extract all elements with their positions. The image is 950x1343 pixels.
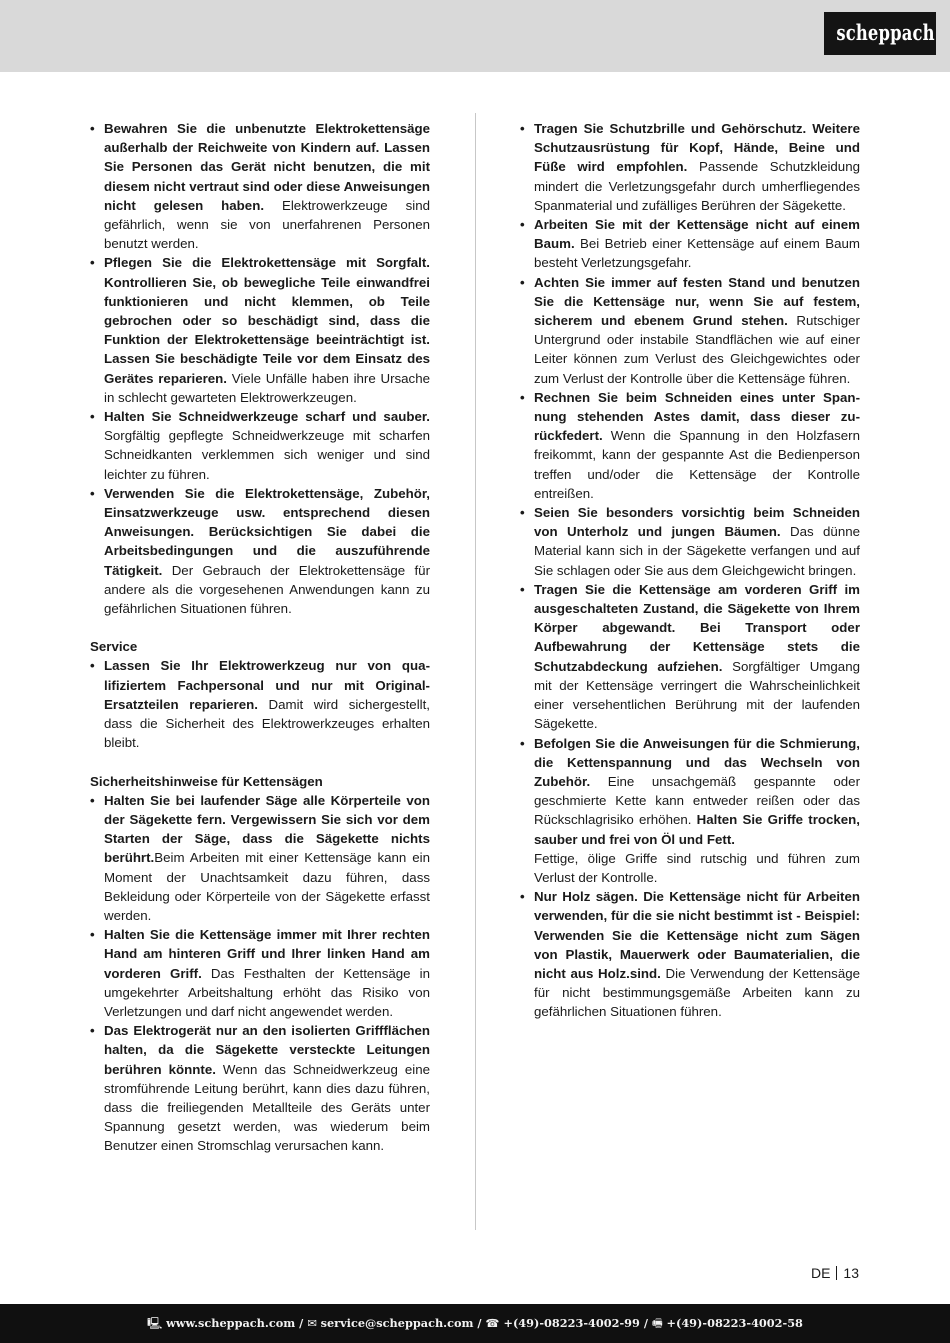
footer-bar	[0, 1304, 950, 1343]
page-number-value: 13	[843, 1265, 859, 1281]
scheppach-logo	[824, 12, 936, 55]
bullet-body-text: Bei Betrieb einer Kettensäge auf einem Baum besteht Verletzungsgefahr.	[534, 236, 860, 271]
bullet-body-text: Passende Schutzkleidung mindert die Verletzungsgefahr durch umherfliegendes Spanmaterial und zufälliges Berühren der Sägekette.	[534, 159, 860, 213]
bullet-item	[90, 925, 430, 1021]
column-divider	[475, 113, 476, 1230]
footer-fax: +(49)-08223-4002-58	[666, 1316, 803, 1330]
bullet-body-text: Damit wird sichergestellt, dass die Sicherheit des Elektrowerkzeuges erhalten bleibt.	[104, 696, 430, 751]
bullet-bold-text: Bewahren Sie die unbenutzte Elektrokettensäge außerhalb der Reichweite von Kindern auf. Lassen Sie Personen das Gerät nicht benutzen, die mit diesem nicht vertraut sind oder diese Anweisungen nicht gelesen haben.	[104, 121, 430, 213]
bullet-bold-text: Pflegen Sie die Elektrokettensäge mit Sorgfalt. Kontrollieren Sie, ob bewegliche Teile einwandfrei funktionieren und nicht klemmen, ob Teile gebrochen oder so beschädigt sind, dass die Funktion der Elektrokettensäge beeinträchtigt ist. Lassen Sie beschädigte Teile vor dem Einsatz des Gerätes reparieren.	[104, 255, 430, 386]
bullet-item	[520, 119, 860, 215]
bullet-bold-text: Befolgen Sie die Anweisungen für die Schmierung, die Kettenspannung und das Wechseln von Zubehör.	[534, 735, 860, 789]
bullet-item	[520, 503, 860, 580]
bullet-bold-text: Arbeiten Sie mit der Kettensäge nicht auf einem Baum.	[534, 217, 860, 252]
bullet-body-text: Viele Unfälle haben ihre Ursache in schlecht gewarteten Elektrowerkzeugen.	[104, 370, 430, 405]
bullet-item	[520, 388, 860, 503]
footer-email[interactable]: service@scheppach.com	[320, 1316, 474, 1330]
bullet-bold-text: Halten Sie Schneidwerkzeuge scharf und sauber.	[104, 409, 430, 425]
bullet-bold-text: Halten Sie die Kettensäge immer mit Ihrer rechten Hand am hinteren Griff und Ihrer linken Hand am vorderen Griff.	[104, 927, 430, 981]
bullet-item	[90, 119, 430, 253]
footer-contact	[0, 1316, 950, 1335]
footer-separator: /	[477, 1316, 486, 1330]
footer-website[interactable]: www.scheppach.com	[166, 1316, 296, 1330]
bullet-bold-text: Verwenden Sie die Elektrokettensäge, Zubehör, Einsatzwerkzeuge usw. entsprechend diesen Anweisungen. Berücksichtigen Sie dabei die Arbeitsbedingungen und die auszuführende Tätigkeit.	[104, 485, 430, 578]
mail-icon: ✉	[307, 1317, 317, 1330]
page-number	[811, 1265, 859, 1281]
bullet-body-text: Rutschiger Untergrund oder instabile Standflächen wie auf einer Leiter können zum Verlust des Gleichgewichtes oder zum Verlust der Kontrolle über die Kettensäge führen.	[534, 313, 860, 386]
bullet-body-text: Sorgfältig gepflegte Schneidwerkzeuge mit scharfen Schneidkanten verklemmen sich weniger und sind leichter zu führen.	[104, 428, 430, 482]
bullet-body-text: Der Gebrauch der Elektrokettensäge für andere als die vorgesehenen Anwendungen kann zu gefährlichen Situationen führen.	[104, 562, 430, 617]
logo-text: scheppach	[836, 20, 935, 45]
bullet-extra-text: Fettige, ölige Griffe sind rutschig und führen zum Verlust der Kontrolle.	[534, 850, 860, 885]
bullet-bold-text: Halten Sie Griffe trocken, sauber und frei von Öl und Fett.	[534, 812, 860, 847]
bullet-bold-text: Rechnen Sie beim Schneiden eines unter Spannung stehenden Astes damit, dass dieser zurückfedert.	[534, 389, 860, 444]
bullet-body-text: Das Festhalten der Kettensäge in umgekehrter Arbeitshaltung erhöht das Risiko von Verletzungen und darf nicht angewendet werden.	[104, 965, 430, 1019]
footer-separator: /	[643, 1316, 652, 1330]
bullet-bold-text: Nur Holz sägen. Die Kettensäge nicht für Arbeiten verwenden, für die sie nicht bestimmt ist - Beispiel: Verwenden Sie die Kettensäge nicht zum Sägen von Plastik, Mauerwerk oder Baumaterialien, die nicht aus Holz.sind.	[534, 889, 860, 981]
header-band	[0, 0, 950, 72]
footer-separator: /	[299, 1316, 308, 1330]
right-column	[520, 119, 860, 1022]
bullet-body-text: Sorgfältiger Umgang mit der Kettensäge verringert die Wahrscheinlichkeit einer versehentlichen Berührung mit der laufenden Sägekette.	[534, 658, 860, 732]
bullet-item	[90, 484, 430, 618]
bullet-bold-text: Tragen Sie die Kettensäge am vorderen Griff im ausgeschalteten Zustand, die Sägekette von Ihrem Körper abgewandt. Bei Transport oder Aufbewahrung der Kettensäge stets die Schutzabdeckung aufziehen.	[534, 581, 860, 674]
bullet-bold-text: Das Elektrogerät nur an den isolierten Griffflächen halten, da die Sägekette versteckte Leitungen berühren könnte.	[104, 1023, 430, 1077]
bullet-item	[520, 580, 860, 734]
bullet-body-text: Wenn das Schneidwerkzeug eine stromführende Leitung berührt, kann dies dazu führen, dass die freiliegenden Metallteile des Geräts unter Spannung gesetzt werden, was wiederum beim Benutzer einen Stromschlag verursachen kann.	[104, 1061, 430, 1154]
bullet-body-text: Das dünne Material kann sich in der Sägekette verfangen und auf Sie schlagen oder Sie aus dem Gleichgewicht bringen.	[534, 524, 861, 578]
phone-icon: ☎	[485, 1317, 500, 1330]
computer-icon: 🖳	[147, 1317, 163, 1330]
bullet-item	[520, 215, 860, 273]
bullet-item	[90, 1021, 430, 1155]
footer-phone: +(49)-08223-4002-99	[503, 1316, 640, 1330]
left-column	[90, 119, 430, 1156]
bullet-item	[90, 253, 430, 407]
bullet-bold-text: Achten Sie immer auf festen Stand und benutzen Sie die Kettensäge nur, wenn Sie auf festem, sicherem und ebenem Grund stehen.	[534, 274, 860, 329]
bullet-item	[520, 273, 860, 388]
bullet-body-text: Eine unsachgemäß gespannte oder geschmierte Kette kann entweder reißen oder das Rückschlagrisiko erhöhen.	[534, 773, 860, 828]
bullet-body-text: Elektrowerkzeuge sind gefährlich, wenn sie von unerfahrenen Personen benutzt werden.	[104, 197, 430, 252]
bullet-bold-text: Tragen Sie Schutzbrille und Gehörschutz. Weitere Schutzausrüstung für Kopf, Hände, Beine und Füße wird empfohlen.	[534, 121, 860, 175]
bullet-item	[520, 887, 860, 1021]
bullet-item	[90, 791, 430, 925]
page-number-separator	[836, 1266, 837, 1280]
section-heading: Sicherheitshinweise für Kettensägen	[90, 773, 323, 789]
bullet-body-text: Beim Arbeiten mit einer Kettensäge kann ein Moment der Unachtsamkeit dazu führen, dass Bekleidung oder Körperteile von der Sägekette erfasst werden.	[104, 850, 430, 923]
page-lang: DE	[810, 1265, 831, 1281]
section-heading: Service	[90, 639, 138, 655]
bullet-item	[90, 407, 430, 484]
bullet-item	[90, 656, 430, 752]
bullet-body-text: Die Verwendung der Kettensäge für nicht bestimmungsgemäße Arbeiten kann zu gefährlichen Situationen führen.	[534, 965, 861, 1020]
bullet-body-text: Wenn die Spannung in den Holzfasern freikommt, kann der gespannte Ast die Bedienperson treffen und/oder die Kettensäge der Kontrolle entreißen.	[534, 428, 860, 501]
bullet-bold-text: Seien Sie besonders vorsichtig beim Schneiden von Unterholz und jungen Bäumen.	[534, 505, 860, 540]
bullet-bold-text: Lassen Sie Ihr Elektrowerkzeug nur von qualifiziertem Fachpersonal und nur mit Original-Ersatzteilen reparieren.	[104, 658, 430, 712]
bullet-item	[520, 734, 860, 888]
bullet-bold-text: Halten Sie bei laufender Säge alle Körperteile von der Sägekette fern. Vergewissern Sie sich vor dem Starten der Säge, dass die Sägekette nichts berührt.	[104, 792, 430, 866]
fax-icon: 🖷	[651, 1317, 663, 1330]
